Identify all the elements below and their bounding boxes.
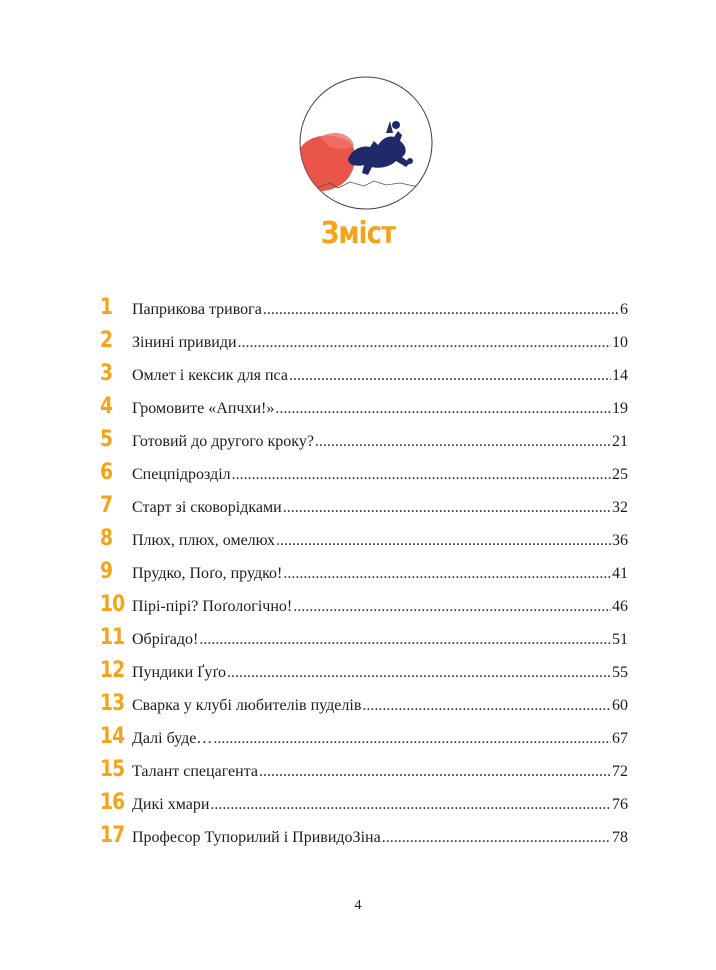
chapter-number: 7 (100, 493, 113, 518)
dot-leader (238, 334, 611, 352)
table-of-contents (100, 295, 628, 856)
toc-row[interactable] (100, 361, 628, 394)
toc-row[interactable] (100, 526, 628, 559)
chapter-title: Прудко, Поґо, прудко! (132, 565, 283, 582)
chapter-page: 72 (612, 763, 628, 780)
chapter-number: 1 (100, 295, 113, 320)
toc-row[interactable] (100, 394, 628, 427)
dot-leader (213, 730, 611, 748)
chapter-title: Дикі хмари (132, 796, 210, 813)
chapter-title: Обріґадо! (132, 631, 199, 648)
chapter-page: 25 (612, 466, 628, 483)
chapter-number: 5 (100, 427, 113, 452)
moon-silhouette-image (290, 75, 440, 215)
toc-row[interactable] (100, 592, 628, 625)
dot-leader (199, 631, 611, 649)
toc-row[interactable] (100, 691, 628, 724)
toc-row[interactable] (100, 790, 628, 823)
chapter-number: 4 (100, 394, 113, 419)
chapter-title: Сварка у клубі любителів пуделів (132, 697, 362, 714)
chapter-page: 55 (612, 664, 628, 681)
chapter-number: 14 (100, 724, 125, 749)
chapter-page: 60 (612, 697, 628, 714)
dot-leader (259, 763, 611, 781)
page-title: Зміст (320, 216, 396, 251)
chapter-title: Паприкова тривога (132, 301, 262, 318)
toc-row[interactable] (100, 427, 628, 460)
chapter-title: Готовий до другого кроку? (132, 433, 314, 450)
toc-row[interactable] (100, 559, 628, 592)
dot-leader (315, 433, 611, 451)
chapter-title: Старт зі сковорідками (132, 499, 282, 516)
dot-leader (293, 598, 611, 616)
chapter-title: Пірі-пірі? Поґологічно! (132, 598, 293, 615)
dot-leader (382, 829, 611, 847)
chapter-number: 17 (100, 823, 125, 848)
dot-leader (362, 697, 611, 715)
chapter-title: Пундики Ґуґо (132, 664, 226, 681)
chapter-title: Громовите «Апчхи!» (132, 400, 275, 417)
toc-row[interactable] (100, 328, 628, 361)
dot-leader (283, 499, 611, 517)
chapter-number: 8 (100, 526, 113, 551)
chapter-page: 36 (612, 532, 628, 549)
chapter-number: 2 (100, 328, 113, 353)
chapter-title: Спецпідрозділ (132, 466, 231, 483)
chapter-number: 13 (100, 691, 125, 716)
page-number: 4 (354, 898, 362, 913)
chapter-number: 9 (100, 559, 113, 584)
dot-leader (289, 367, 611, 385)
chapter-page: 46 (612, 598, 628, 615)
chapter-page: 10 (612, 334, 628, 351)
toc-row[interactable] (100, 625, 628, 658)
chapter-title: Талант спецагента (132, 763, 258, 780)
chapter-number: 3 (100, 361, 113, 386)
chapter-title: Далі буде… (132, 730, 213, 747)
toc-row[interactable] (100, 823, 628, 856)
dot-leader (227, 664, 611, 682)
chapter-number: 15 (100, 757, 125, 782)
chapter-number: 11 (100, 625, 125, 650)
chapter-page: 19 (612, 400, 628, 417)
toc-row[interactable] (100, 757, 628, 790)
chapter-page: 78 (612, 829, 628, 846)
chapter-page: 67 (612, 730, 628, 747)
dot-leader (276, 532, 611, 550)
chapter-number: 16 (100, 790, 125, 815)
chapter-page: 6 (620, 301, 628, 318)
chapter-page: 51 (612, 631, 628, 648)
dot-leader (210, 796, 611, 814)
chapter-page: 41 (612, 565, 628, 582)
chapter-page: 21 (612, 433, 628, 450)
chapter-page: 14 (612, 367, 628, 384)
chapter-page: 32 (612, 499, 628, 516)
chapter-page: 76 (612, 796, 628, 813)
toc-row[interactable] (100, 493, 628, 526)
chapter-title: Професор Тупорилий і ПривидоЗіна (132, 829, 381, 846)
chapter-illustration (290, 75, 440, 215)
chapter-number: 10 (100, 592, 125, 617)
toc-row[interactable] (100, 295, 628, 328)
chapter-title: Плюх, плюх, омелюх (132, 532, 275, 549)
dot-leader (283, 565, 611, 583)
chapter-number: 12 (100, 658, 125, 683)
dot-leader (275, 400, 611, 418)
toc-row[interactable] (100, 460, 628, 493)
chapter-title: Зінині привиди (132, 334, 237, 351)
chapter-title: Омлет і кексик для пса (132, 367, 288, 384)
toc-row[interactable] (100, 658, 628, 691)
dot-leader (263, 301, 619, 319)
chapter-number: 6 (100, 460, 113, 485)
toc-row[interactable] (100, 724, 628, 757)
dot-leader (232, 466, 611, 484)
